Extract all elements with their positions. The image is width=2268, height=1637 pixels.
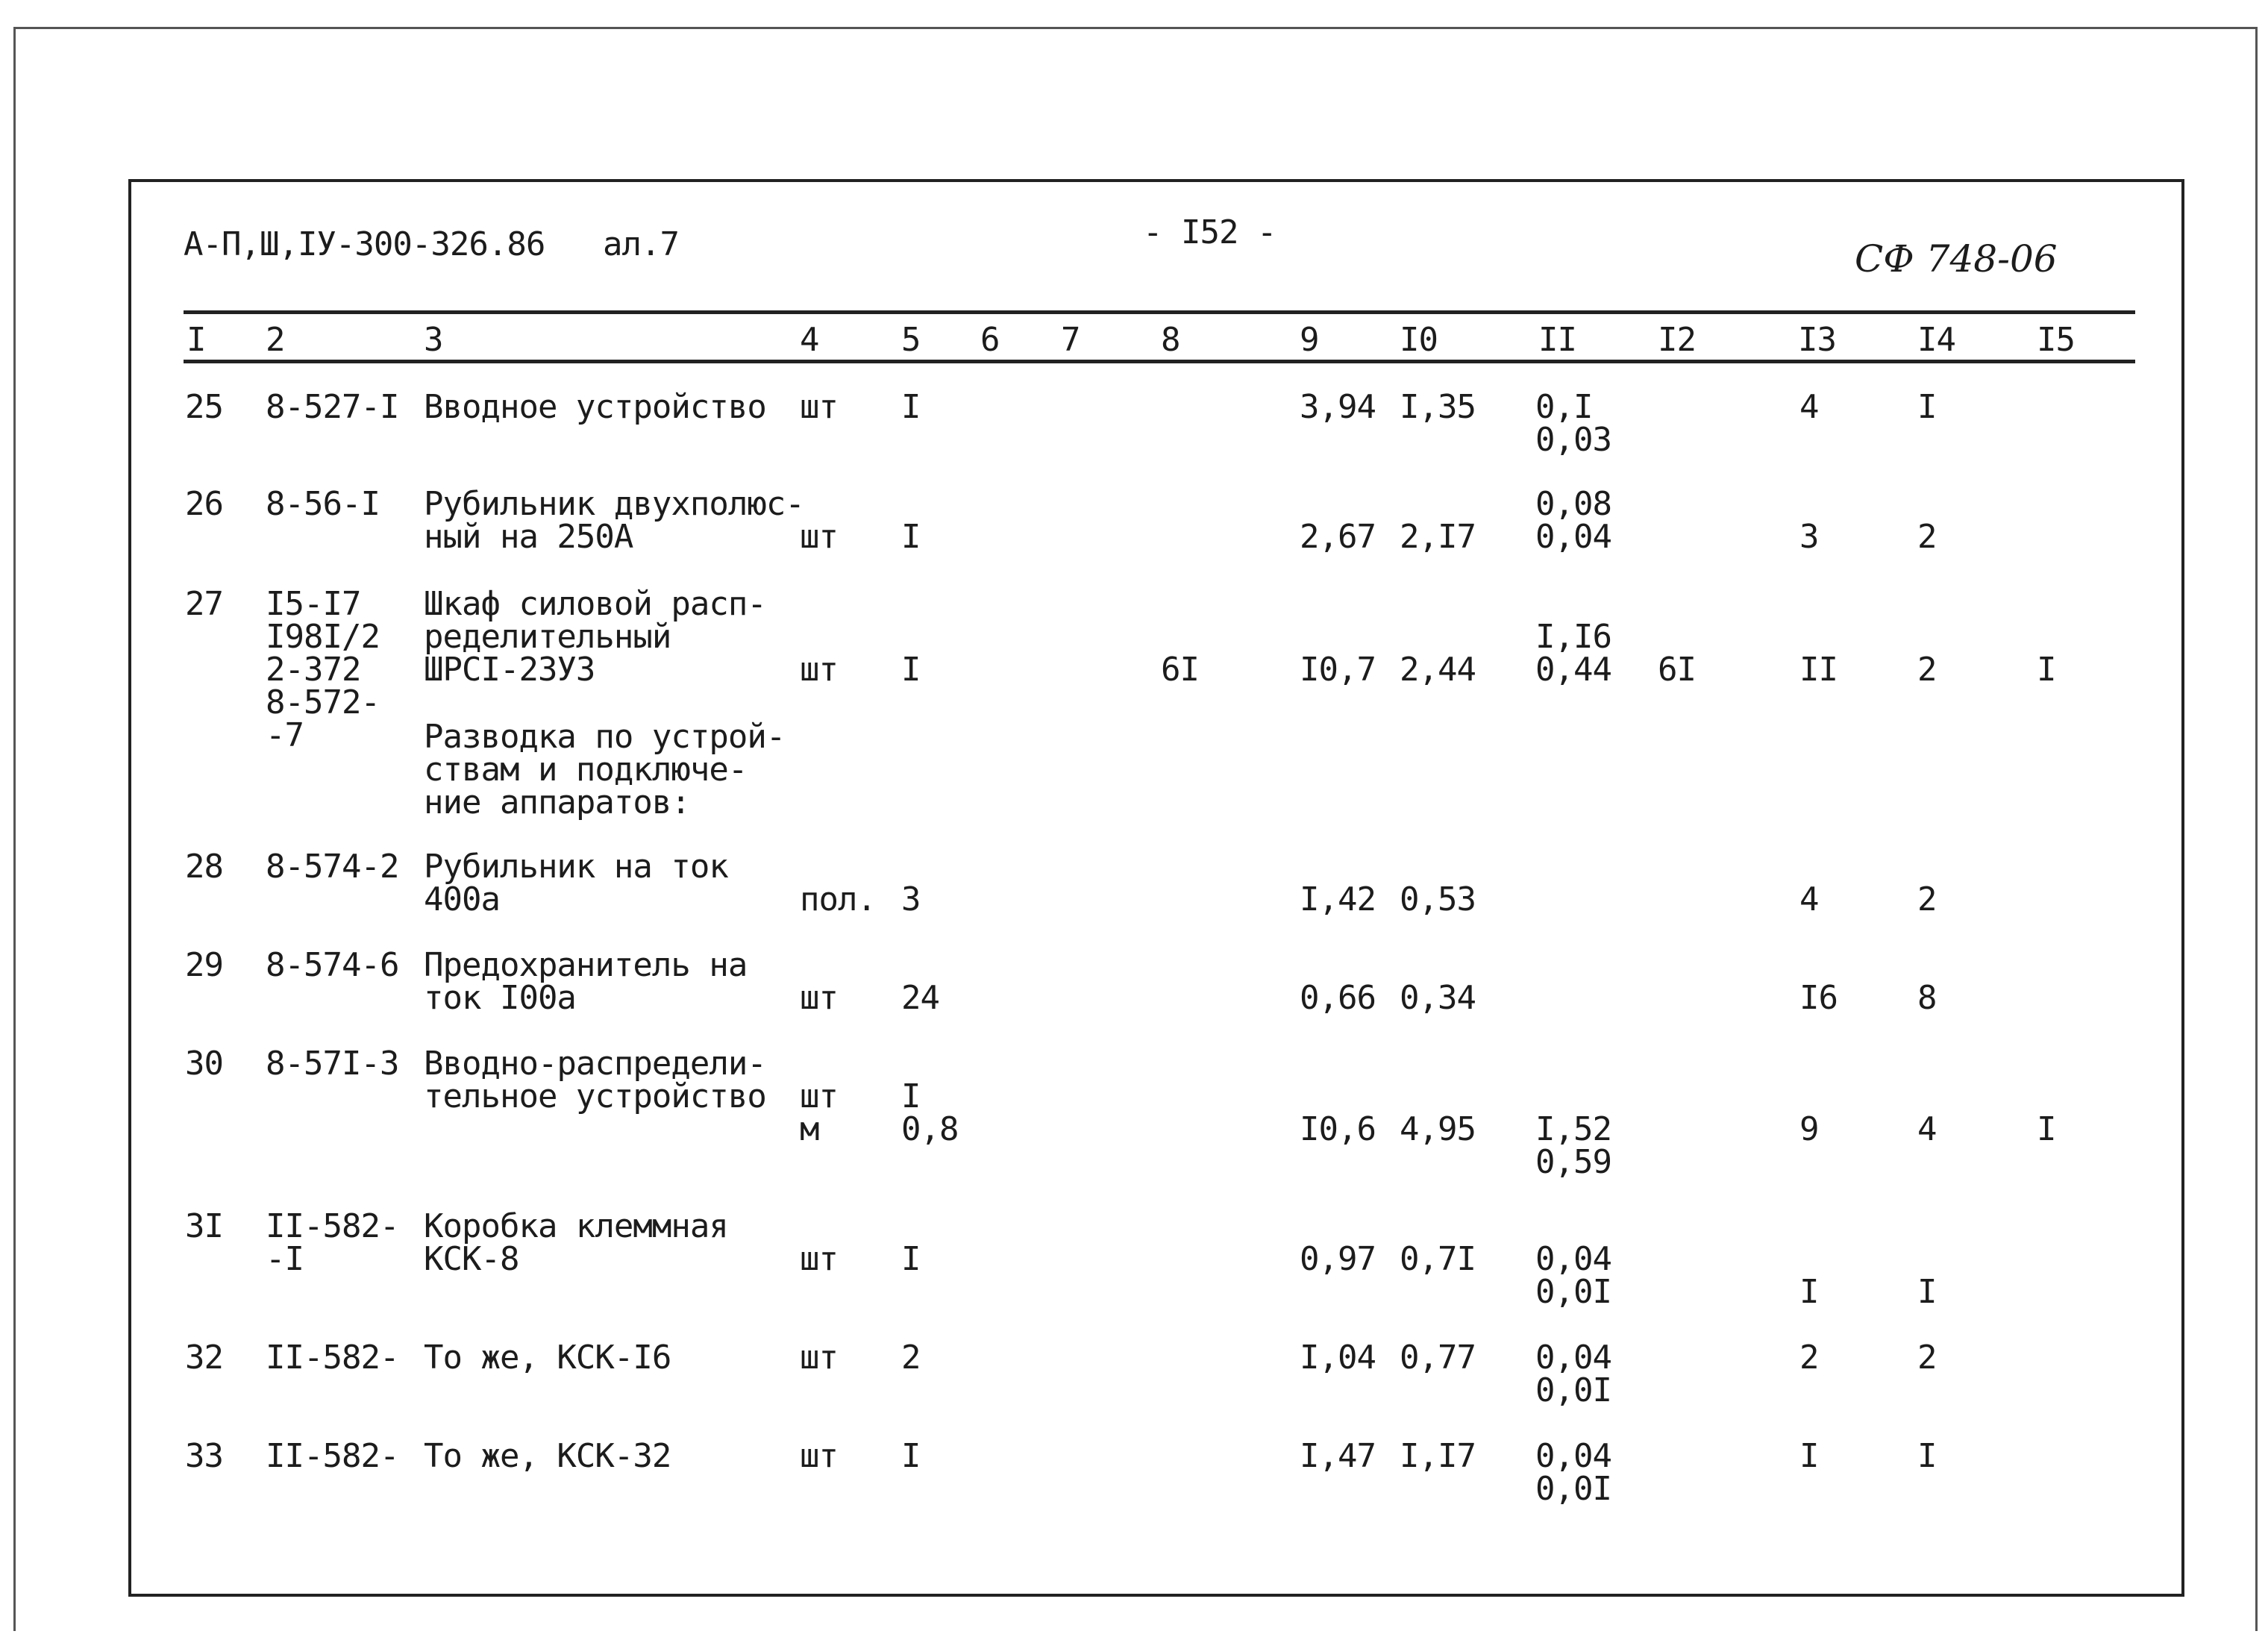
row-code: 8-574-6 <box>266 946 399 984</box>
row-name: Вводное устройство <box>424 388 766 426</box>
row-number: 32 <box>185 1339 223 1377</box>
row-col-14: 2 <box>1917 1339 1937 1377</box>
row-col-14: I <box>1917 1273 1937 1311</box>
column-header-cell: I <box>187 321 206 359</box>
row-col-11: 0,04 <box>1535 1339 1611 1377</box>
row-col-9: I,47 <box>1300 1437 1376 1475</box>
row-col-11: 0,44 <box>1535 651 1611 689</box>
row-unit: пол. <box>800 880 876 918</box>
row-name: КСК-8 <box>424 1240 519 1278</box>
column-header-cell: 8 <box>1161 321 1180 359</box>
row-col-11: 0,04 <box>1535 1240 1611 1278</box>
table-header-rule <box>184 360 2135 363</box>
column-header-cell: I0 <box>1400 321 1438 359</box>
column-header-cell: I5 <box>2037 321 2075 359</box>
row-col-11: 0,08 <box>1535 485 1611 523</box>
row-col-12: 6I <box>1658 651 1696 689</box>
row-name: 400а <box>424 880 500 918</box>
row-quantity: I <box>901 651 921 689</box>
row-quantity: I <box>901 388 921 426</box>
row-col-14: 8 <box>1917 979 1937 1017</box>
column-header-cell: 3 <box>424 321 443 359</box>
row-col-10: 2,I7 <box>1400 518 1476 556</box>
row-col-9: I0,7 <box>1300 651 1376 689</box>
row-col-9: 0,66 <box>1300 979 1376 1017</box>
row-name: ствам и подключе- <box>424 751 748 789</box>
row-col-13: 4 <box>1799 388 1819 426</box>
row-code: I98I/2 <box>266 618 380 656</box>
row-unit: шт <box>800 1437 838 1475</box>
row-col-13: 9 <box>1799 1110 1819 1148</box>
row-unit: шт <box>800 979 838 1017</box>
row-quantity: I <box>901 1077 921 1115</box>
row-number: 25 <box>185 388 223 426</box>
row-col-9: 2,67 <box>1300 518 1376 556</box>
row-col-11: 0,04 <box>1535 518 1611 556</box>
row-quantity: 3 <box>901 880 921 918</box>
row-unit: шт <box>800 518 838 556</box>
row-col-11: 0,0I <box>1535 1371 1611 1409</box>
row-name: Предохранитель на <box>424 946 748 984</box>
row-col-9: I0,6 <box>1300 1110 1376 1148</box>
row-col-9: 3,94 <box>1300 388 1376 426</box>
row-name: Разводка по устрой- <box>424 718 786 756</box>
row-col-10: 4,95 <box>1400 1110 1476 1148</box>
row-col-10: 2,44 <box>1400 651 1476 689</box>
row-unit: шт <box>800 651 838 689</box>
column-header-cell: I3 <box>1798 321 1836 359</box>
column-header-cell: 4 <box>800 321 819 359</box>
row-name: Рубильник двухполюс- <box>424 485 804 523</box>
row-code: 8-57I-3 <box>266 1045 399 1083</box>
album-number: ал.7 <box>603 225 679 263</box>
row-col-11: 0,04 <box>1535 1437 1611 1475</box>
row-name: Вводно-распредели- <box>424 1045 766 1083</box>
row-col-14: 4 <box>1917 1110 1937 1148</box>
row-code: 8-56-I <box>266 485 380 523</box>
column-header-cell: 7 <box>1061 321 1080 359</box>
row-col-9: I,04 <box>1300 1339 1376 1377</box>
row-col-10: I,35 <box>1400 388 1476 426</box>
row-quantity: 24 <box>901 979 939 1017</box>
row-col-10: 0,53 <box>1400 880 1476 918</box>
row-name: То же, КСК-I6 <box>424 1339 671 1377</box>
row-unit: шт <box>800 1240 838 1278</box>
row-name: Коробка клеммная <box>424 1207 728 1245</box>
row-number: 27 <box>185 585 223 623</box>
document-code: А-П,Ш,IУ-300-326.86 <box>184 225 545 263</box>
row-unit: шт <box>800 1077 838 1115</box>
row-name: ШРСI-23У3 <box>424 651 595 689</box>
row-col-13: II <box>1799 651 1838 689</box>
row-number: 30 <box>185 1045 223 1083</box>
row-col-10: 0,7I <box>1400 1240 1476 1278</box>
row-col-11: 0,03 <box>1535 421 1611 459</box>
row-code: -I <box>266 1240 304 1278</box>
column-header-cell: I4 <box>1917 321 1955 359</box>
row-col-10: 0,34 <box>1400 979 1476 1017</box>
row-name: ние аппаратов: <box>424 783 690 821</box>
column-header-cell: I2 <box>1658 321 1696 359</box>
row-col-10: I,I7 <box>1400 1437 1476 1475</box>
handwritten-stamp: СФ 748-06 <box>1855 237 2058 281</box>
row-unit: шт <box>800 1339 838 1377</box>
row-code: I5-I7 <box>266 585 361 623</box>
column-header-cell: 5 <box>901 321 921 359</box>
row-col-15: I <box>2037 1110 2056 1148</box>
row-code: 8-527-I <box>266 388 399 426</box>
row-col-14: 2 <box>1917 880 1937 918</box>
row-name: ределительный <box>424 618 671 656</box>
row-col-11: 0,59 <box>1535 1143 1611 1181</box>
table-top-rule <box>184 310 2135 314</box>
row-col-14: I <box>1917 1437 1937 1475</box>
row-col-8: 6I <box>1161 651 1199 689</box>
row-col-15: I <box>2037 651 2056 689</box>
row-col-11: I,52 <box>1535 1110 1611 1148</box>
row-code: II-582- <box>266 1207 399 1245</box>
row-col-13: I6 <box>1799 979 1838 1017</box>
row-col-13: I <box>1799 1273 1819 1311</box>
row-number: 26 <box>185 485 223 523</box>
row-name: ный на 250А <box>424 518 633 556</box>
row-col-10: 0,77 <box>1400 1339 1476 1377</box>
row-number: 33 <box>185 1437 223 1475</box>
page-number: - I52 - <box>1143 213 1276 251</box>
row-unit: м <box>800 1110 819 1148</box>
row-col-13: 4 <box>1799 880 1819 918</box>
row-name: Шкаф силовой расп- <box>424 585 766 623</box>
column-header-cell: 6 <box>980 321 1000 359</box>
row-code: 2-372 <box>266 651 361 689</box>
row-code: -7 <box>266 716 304 754</box>
row-col-14: 2 <box>1917 518 1937 556</box>
row-quantity: I <box>901 518 921 556</box>
row-unit: шт <box>800 388 838 426</box>
row-col-13: 3 <box>1799 518 1819 556</box>
row-col-13: I <box>1799 1437 1819 1475</box>
row-quantity: 2 <box>901 1339 921 1377</box>
row-code: II-582- <box>266 1437 399 1475</box>
row-col-11: 0,0I <box>1535 1470 1611 1508</box>
row-number: 29 <box>185 946 223 984</box>
row-quantity: I <box>901 1437 921 1475</box>
row-col-13: 2 <box>1799 1339 1819 1377</box>
row-name: Рубильник на ток <box>424 848 728 886</box>
row-quantity: I <box>901 1240 921 1278</box>
row-number: 28 <box>185 848 223 886</box>
row-col-14: I <box>1917 388 1937 426</box>
row-col-11: I,I6 <box>1535 618 1611 656</box>
column-header-cell: 9 <box>1300 321 1319 359</box>
row-col-9: I,42 <box>1300 880 1376 918</box>
column-header-cell: II <box>1538 321 1576 359</box>
row-code: II-582- <box>266 1339 399 1377</box>
row-number: 3I <box>185 1207 223 1245</box>
column-header-cell: 2 <box>266 321 285 359</box>
row-col-11: 0,0I <box>1535 1273 1611 1311</box>
row-col-14: 2 <box>1917 651 1937 689</box>
row-col-11: 0,I <box>1535 388 1593 426</box>
row-code: 8-574-2 <box>266 848 399 886</box>
row-code: 8-572- <box>266 683 380 722</box>
row-name: То же, КСК-32 <box>424 1437 671 1475</box>
row-quantity: 0,8 <box>901 1110 959 1148</box>
row-col-9: 0,97 <box>1300 1240 1376 1278</box>
row-name: ток I00а <box>424 979 576 1017</box>
row-name: тельное устройство <box>424 1077 766 1115</box>
